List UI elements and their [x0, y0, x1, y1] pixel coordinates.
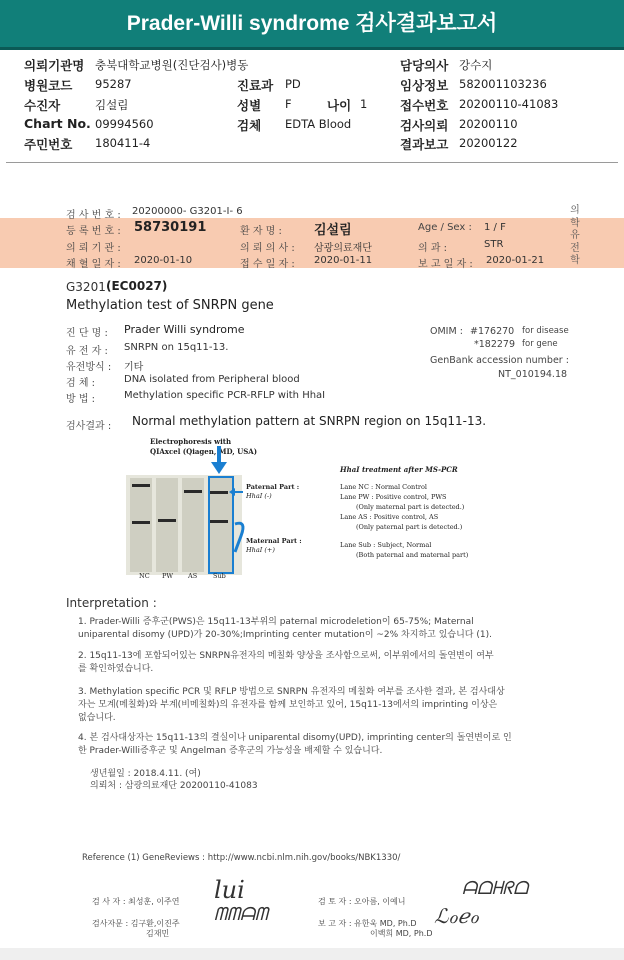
reviewer-label: 검 토 자 : 오아름, 이예니: [318, 897, 406, 906]
figure-arrows: [205, 440, 265, 580]
hdr-label-department: 진료과: [237, 78, 274, 93]
interpretation-p4b: 한 Prader-Willi증후군 및 Angelman 증후군의 가능성을 배제할 수 있습니다.: [78, 746, 383, 756]
req-dr-label: 의 뢰 의 사 :: [240, 243, 295, 254]
interpretation-heading: Interpretation :: [66, 596, 157, 610]
patient-label: 환 자 명 :: [240, 226, 282, 237]
gene-value: SNRPN on 15q11-13.: [124, 342, 229, 353]
reg-no-label: 등 록 번 호 :: [66, 226, 121, 237]
legend-line: Lane NC : Normal Control: [340, 483, 427, 491]
gel-band: [158, 519, 176, 522]
legend-line: Lane AS : Positive control, AS: [340, 513, 439, 521]
gel-lane-pw: [156, 478, 178, 572]
hdr-label-doctor: 담당의사: [400, 58, 449, 73]
omim-label: OMIM :: [430, 326, 463, 337]
collect-date-label: 채 혈 일 자 :: [66, 259, 121, 270]
receive-date-value: 2020-01-11: [314, 255, 373, 266]
interpretation-p2a: 2. 15q11-13에 포함되어있는 SNRPN유전자의 메칠화 양상을 조사함으로써, 이부위에서의 돌연변이 여부: [78, 651, 494, 661]
curve-arrow-icon: [235, 523, 243, 552]
test-name: Methylation test of SNRPN gene: [66, 298, 274, 313]
legend-line: (Both paternal and maternal part): [356, 551, 469, 559]
paternal-label-1: Paternal Part :: [246, 483, 300, 491]
specimen-value: DNA isolated from Peripheral blood: [124, 374, 300, 385]
hdr-label-specimen: 검체: [237, 118, 262, 133]
legend-line: (Only maternal part is detected.): [356, 503, 465, 511]
hdr-value-receipt-no: 20200110-41083: [459, 97, 559, 111]
specimen-label: 검 체 :: [66, 378, 96, 389]
omim-disease-for: for disease: [522, 326, 569, 336]
reference: Reference (1) GeneReviews : http://www.ncbi.nlm.nih.gov/books/NBK1330/: [82, 853, 401, 863]
hdr-label-requester-org: 의뢰기관명: [24, 58, 85, 73]
report-date-label: 보 고 일 자 :: [418, 259, 473, 270]
reg-no-value: 58730191: [134, 220, 207, 235]
age-sex-label: Age / Sex :: [418, 222, 472, 233]
header-separator: [6, 162, 618, 163]
requester-info: 의뢰처 : 삼광의료재단 20200110-41083: [90, 781, 258, 791]
hdr-label-report-date: 결과보고: [400, 137, 449, 152]
age-sex-value: 1 / F: [484, 222, 506, 233]
paternal-label-2: HhaI (-): [246, 492, 272, 500]
gel-lane-nc: [130, 478, 152, 572]
lane-label-sub: Sub: [213, 572, 226, 580]
hdr-value-hospital-code: 95287: [95, 77, 132, 91]
hdr-value-doctor: 강수지: [459, 58, 493, 72]
result-value: Normal methylation pattern at SNRPN region on 15q11-13.: [132, 414, 487, 428]
reporter-signature: ℒℴℯℴ: [434, 904, 479, 928]
gel-band: [184, 490, 202, 493]
lane-label-nc: NC: [139, 572, 150, 580]
req-org-label: 의 뢰 기 관 :: [66, 243, 121, 254]
hdr-value-department: PD: [285, 77, 301, 91]
side-dept-label: 의학유전학: [570, 205, 580, 266]
interpretation-p3b: 자는 모계(메칠화)와 부계(비메칠화)의 유전자를 함께 보인하고 있어, 15q11-13에서의 imprinting 이상은: [78, 700, 498, 710]
interpretation-p1b: uniparental disomy (UPD)가 20-30%;Imprinting center mutation이 ~2% 차지하고 있습니다 (1).: [78, 630, 492, 640]
omim-disease-id: #176270: [470, 326, 515, 337]
reviewer-signature: ᗩᗝᕼᖇᗝ: [462, 878, 529, 899]
lane-label-pw: PW: [162, 572, 174, 580]
hdr-value-report-date: 20200122: [459, 136, 518, 150]
maternal-label-2: HhaI (+): [246, 546, 275, 554]
test-no-value: 20200000- G3201-I- 6: [132, 206, 243, 217]
down-arrow-head-icon: [211, 462, 227, 474]
hdr-value-specimen: EDTA Blood: [285, 117, 352, 131]
inherit-label: 유전방식 :: [66, 362, 112, 373]
result-label: 검사결과 :: [66, 421, 112, 432]
req-dr-value: 삼광의료재단: [314, 243, 372, 254]
hdr-value-patient: 김설림: [95, 98, 129, 112]
maternal-label-1: Maternal Part :: [246, 537, 302, 545]
omim-gene-id: *182279: [474, 339, 516, 350]
gel-band: [132, 484, 150, 487]
dept-label: 의 과 :: [418, 243, 448, 254]
legend-line: (Only paternal part is detected.): [356, 523, 463, 531]
method-value: Methylation specific PCR-RFLP with HhaI: [124, 390, 326, 401]
figure-title-1: Electrophoresis with: [150, 437, 232, 446]
omim-gene-for: for gene: [522, 339, 558, 349]
hdr-value-resident-no: 180411-4: [95, 136, 151, 150]
hdr-value-request-date: 20200110: [459, 117, 518, 131]
figure-title-2: QIAxcel (Qiagen, MD, USA): [150, 447, 258, 456]
tester-label: 검 사 자 : 최성훈, 이주연: [92, 897, 180, 906]
test-code-ec: (EC0027): [106, 279, 168, 293]
hdr-label-sex: 성별: [237, 98, 262, 113]
method-label: 방 법 :: [66, 394, 96, 405]
advisor-signature: ᗰᗰᗩᗰ: [214, 904, 268, 925]
hdr-label-resident-no: 주민번호: [24, 137, 73, 152]
gel-band: [132, 521, 150, 524]
advisor-label-2: 김재민: [146, 929, 170, 938]
hdr-value-sex: F: [285, 97, 292, 111]
diag-value: Prader Willi syndrome: [124, 323, 245, 336]
genbank-value: NT_010194.18: [498, 369, 568, 380]
inherit-value: 기타: [124, 362, 144, 373]
diag-label: 진 단 명 :: [66, 328, 108, 339]
interpretation-p1a: 1. Prader-Willi 증후군(PWS)은 15q11-13부위의 paternal microdeletion이 65-75%; Maternal: [78, 617, 474, 627]
hdr-value-requester-org: 충북대학교병원(진단검사)병동: [95, 58, 249, 72]
report-title: Prader-Willi syndrome 검사결과보고서: [0, 0, 624, 50]
birth-date: 생년월일 : 2018.4.11. (여): [90, 769, 201, 779]
interpretation-p3a: 3. Methylation specific PCR 및 RFLP 방법으로 SNRPN 유전자의 메칠화 여부를 조사한 결과, 본 검사대상: [78, 687, 505, 697]
gene-label: 유 전 자 :: [66, 346, 108, 357]
hdr-label-request-date: 검사의뢰: [400, 118, 449, 133]
report-date-value: 2020-01-21: [486, 255, 545, 266]
reporter-label-2: 이백희 MD, Ph.D: [370, 929, 433, 938]
tester-signature: lui: [214, 876, 245, 904]
test-no-label: 검 사 번 호 :: [66, 210, 121, 221]
genbank-label: GenBank accession number :: [430, 355, 569, 366]
hdr-label-age: 나이: [327, 98, 352, 113]
hdr-value-clinical-info: 582001103236: [459, 77, 547, 91]
hdr-label-patient: 수진자: [24, 98, 61, 113]
collect-date-value: 2020-01-10: [134, 255, 193, 266]
reporter-label: 보 고 자 : 유한욱 MD, Ph.D: [318, 919, 417, 928]
left-arrow-head-icon: [229, 488, 235, 496]
interpretation-p2b: 를 확인하였습니다.: [78, 664, 154, 674]
legend-line: Lane PW : Positive control, PWS: [340, 493, 447, 501]
page-bottom-strip: [0, 948, 624, 960]
receive-date-label: 접 수 일 자 :: [240, 259, 295, 270]
test-code: G3201: [66, 280, 106, 294]
hdr-label-chart-no: Chart No.: [24, 116, 91, 131]
advisor-label: 검사자문 : 김구환,이진주: [92, 919, 180, 928]
legend-title: HhaI treatment after MS-PCR: [340, 465, 458, 474]
hdr-label-receipt-no: 접수번호: [400, 98, 449, 113]
dept-value: STR: [484, 239, 504, 250]
interpretation-p4a: 4. 본 검사대상자는 15q11-13의 결실이나 uniparental disomy(UPD), imprinting center의 돌연변이로 인: [78, 733, 512, 743]
hdr-value-chart-no: 09994560: [95, 117, 154, 131]
hdr-value-age: 1: [360, 97, 368, 111]
lane-label-as: AS: [188, 572, 198, 580]
hdr-label-hospital-code: 병원코드: [24, 78, 73, 93]
legend-line: Lane Sub : Subject, Normal: [340, 541, 432, 549]
interpretation-p3c: 없습니다.: [78, 713, 116, 723]
hdr-label-clinical-info: 임상정보: [400, 78, 449, 93]
patient-value: 김설림: [314, 223, 352, 238]
